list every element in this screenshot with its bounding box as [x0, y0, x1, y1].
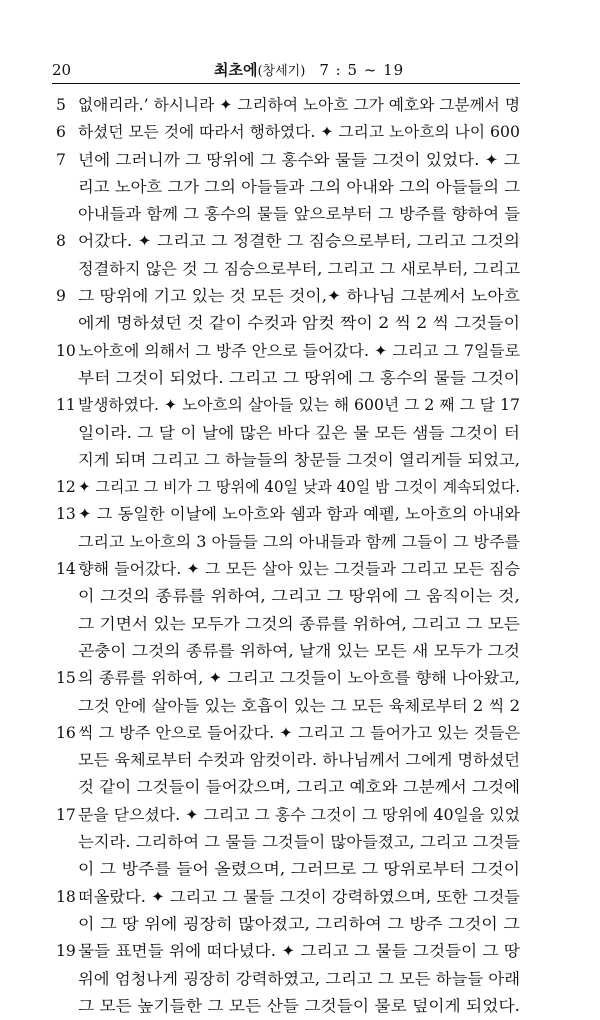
line-text: 그것 안에 살아들 있는 호흡이 있는 그 모든 육체로부터 2 씩 2: [78, 696, 521, 715]
line-text: 향해 들어갔다. ✦ 그 모든 살아 있는 그것들과 그리고 모든 짐승: [78, 560, 520, 579]
line-text: 이 그것의 종류를 위하여, 그리고 그 땅위에 그 움직이는 것,: [78, 587, 520, 606]
line-text: 에게 명하셨던 것 같이 수컷과 암컷 짝이 2 씩 2 씩 그것들이: [78, 314, 521, 333]
text-line: [0, 556, 600, 583]
verse-number: 19: [56, 942, 76, 961]
text-line: [0, 201, 600, 228]
line-text: 어갔다. ✦ 그리고 그 정결한 그 짐승으로부터, 그리고 그것의: [78, 232, 521, 251]
line-text: 문을 닫으셨다. ✦ 그리고 그 홍수 그것이 그 땅위에 40일을 있었: [78, 805, 521, 824]
text-line: [0, 583, 600, 610]
verse-number: 12: [56, 478, 76, 497]
chapter-verse-range: 7 : 5 ~ 19: [319, 61, 405, 79]
text-line: [0, 256, 600, 283]
text-line: [0, 174, 600, 201]
line-text: 이 그 땅 위에 굉장히 많아졌고, 그리하여 그 방주 그것이 그: [78, 914, 520, 933]
verse-number: 11: [56, 396, 76, 415]
verse-number: 10: [56, 341, 76, 360]
line-text: ✦ 그 동일한 이날에 노아흐와 쉠과 함과 예펱, 노아흐의 아내와: [78, 505, 520, 524]
text-line: [0, 420, 600, 447]
text-line: [0, 447, 600, 474]
text-line: [0, 638, 600, 665]
text-line: [0, 474, 600, 501]
line-text: 정결하지 않은 것 그 짐승으로부터, 그리고 그 새로부터, 그리고: [78, 259, 520, 278]
line-text: 것 같이 그것들이 들어갔으며, 그리고 예호와 그분께서 그것에: [78, 778, 521, 797]
verse-number: 14: [56, 560, 76, 579]
line-text: 곤충이 그것의 종류를 위하여, 날개 있는 모든 새 모두가 그것: [78, 641, 520, 660]
text-line: [0, 228, 600, 255]
line-text: 아내들과 함께 그 홍수의 물들 앞으로부터 그 방주를 향하여 들: [78, 205, 521, 224]
verse-number: 8: [56, 232, 66, 251]
line-text: 는지라. 그리하여 그 물들 그것들이 많아들졌고, 그리고 그것들: [78, 833, 521, 852]
verse-number: 6: [56, 123, 66, 142]
verse-number: 13: [56, 505, 76, 524]
text-line: [0, 338, 600, 365]
verse-number: 7: [56, 150, 66, 169]
verse-number: 18: [56, 887, 76, 906]
text-line: [0, 92, 600, 119]
text-line: [0, 693, 600, 720]
book-title-main: 최초에: [214, 61, 258, 79]
verse-number: 9: [56, 287, 66, 306]
verse-number: 5: [56, 96, 66, 114]
line-text: 물들 표면들 위에 떠다녔다. ✦ 그리고 그 물들 그것들이 그 땅: [78, 942, 521, 961]
text-line: [0, 802, 600, 829]
text-line: [0, 938, 600, 965]
text-line: [0, 119, 600, 146]
line-text: 그 땅위에 기고 있는 것 모든 것이,✦ 하나님 그분께서 노아흐: [78, 287, 521, 306]
text-line: [0, 829, 600, 856]
line-text: 리고 노아흐 그가 그의 아들들과 그의 아내와 그의 아들들의 그: [78, 177, 521, 196]
line-text: 그 모든 높기들한 그 모든 산들 그것들이 물로 덮이게 되었다.: [78, 996, 520, 1015]
line-text: 떠올랐다. ✦ 그리고 그 물들 그것이 강력하였으며, 또한 그것들: [78, 887, 520, 906]
book-subtitle: (창세기): [257, 64, 306, 79]
line-text: 위에 엄청나게 굉장히 강력하였고, 그리고 그 모든 하늘들 아래: [78, 969, 521, 988]
line-text: 년에 그러니까 그 땅위에 그 홍수와 물들 그것이 있었다. ✦ 그: [78, 150, 521, 169]
text-line: [0, 611, 600, 638]
line-text: 일이라. 그 달 이 날에 많은 바다 깊은 물 모든 샘들 그것이 터: [78, 423, 521, 442]
header-divider: [52, 83, 520, 84]
line-text: 부터 그것이 되었다. 그리고 그 땅위에 그 홍수의 물들 그것이: [78, 368, 520, 387]
text-line: [0, 529, 600, 556]
line-text: 없애리라.’ 하시니라 ✦ 그리하여 노아흐 그가 예호와 그분께서 명: [78, 96, 521, 114]
text-line: [0, 856, 600, 883]
line-text: 발생하였다. ✦ 노아흐의 살아들 있는 해 600년 그 2 째 그 달 17: [78, 396, 520, 415]
text-line: [0, 720, 600, 747]
text-line: [0, 365, 600, 392]
line-text: 그 기면서 있는 모두가 그것의 종류를 위하여, 그리고 그 모든: [78, 614, 520, 633]
line-text: 씩 그 방주 안으로 들어갔다. ✦ 그리고 그 들어가고 있는 것들은: [78, 723, 520, 742]
text-line: [0, 993, 600, 1020]
text-line: [0, 774, 600, 801]
line-text: 이 그 방주를 들어 올렸으며, 그러므로 그 땅위로부터 그것이: [78, 860, 521, 879]
verse-number: 15: [56, 669, 76, 688]
page-number: 20: [52, 61, 72, 79]
text-line: [0, 884, 600, 911]
verse-number: 17: [56, 805, 76, 824]
line-text: 그리고 노아흐의 3 아들들 그의 아내들과 함께 그들이 그 방주를: [78, 532, 520, 551]
text-line: [0, 665, 600, 692]
text-line: [0, 310, 600, 337]
line-text: 하셨던 모든 것에 따라서 행하였다. ✦ 그리고 노아흐의 나이 600: [78, 123, 520, 142]
line-text: 노아흐에 의해서 그 방주 안으로 들어갔다. ✦ 그리고 그 7일들로: [78, 341, 520, 360]
text-line: [0, 911, 600, 938]
text-line: [0, 501, 600, 528]
line-text: 모든 육체로부터 수컷과 암컷이라. 하나님께서 그에게 명하셨던: [78, 751, 521, 770]
page-header: [52, 58, 520, 82]
line-text: 지게 되며 그리고 그 하늘들의 창문들 그것이 열리게들 되었고,: [78, 450, 521, 469]
text-line: [0, 283, 600, 310]
text-line: [0, 147, 600, 174]
scripture-text-body: [0, 92, 600, 1020]
verse-number: 16: [56, 723, 76, 742]
line-text: ✦ 그리고 그 비가 그 땅위에 40일 낮과 40일 밤 그것이 계속되었다.: [78, 478, 521, 497]
text-line: [0, 392, 600, 419]
text-line: [0, 966, 600, 993]
text-line: [0, 747, 600, 774]
book-title: [214, 58, 404, 84]
line-text: 의 종류를 위하여, ✦ 그리고 그것들이 노아흐를 향해 나아왔고,: [78, 669, 520, 688]
